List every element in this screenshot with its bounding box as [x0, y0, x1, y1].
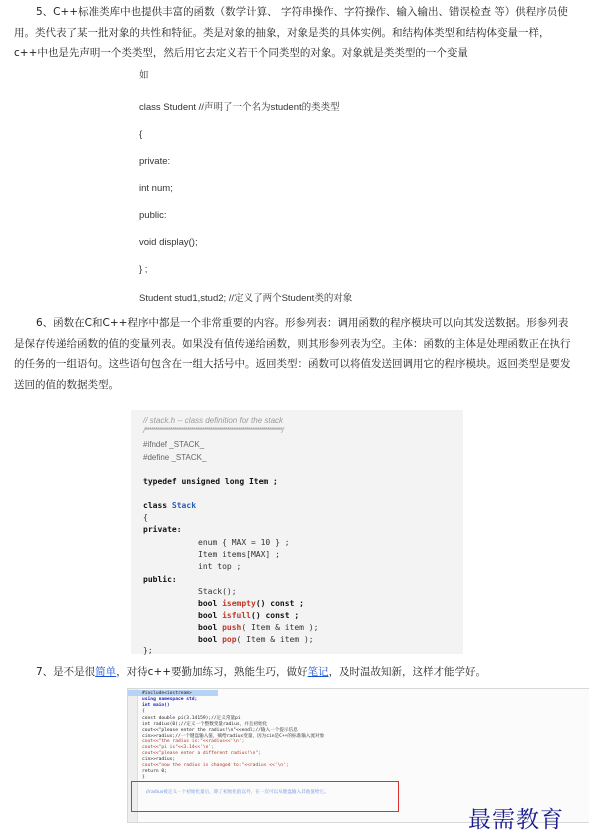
example-line: void display(); — [139, 237, 198, 248]
stack-ifndef: #ifndef _STACK_ — [143, 440, 205, 449]
stack-pop — [198, 635, 314, 644]
stack-open-brace: { — [143, 513, 148, 522]
stack-items: Item items[MAX] ; — [198, 550, 280, 559]
example-line: } ; — [139, 264, 148, 275]
ide-line: return 0; — [142, 769, 167, 774]
type-bool: bool — [198, 599, 218, 608]
p7-text-before: 7、是不是很 — [36, 666, 96, 678]
type-bool: bool — [198, 635, 218, 644]
stack-isfull — [198, 611, 299, 620]
type-bool: bool — [198, 611, 218, 620]
p7-text-middle: ，对待c++要勤加练习，熟能生巧，做好 — [116, 666, 308, 678]
method-args: ( Item & item ); — [236, 635, 314, 644]
type-bool: bool — [198, 623, 218, 632]
p7-text-after: ，及时温故知新，这样才能学好。 — [328, 666, 487, 678]
paragraph-5: 5、C++标准类库中也提供丰富的函数（数学计算、 字符串操作、字符操作、输入输出、错误检查 等）供程序员使用。类代表了某一批对象的共性和特征。类是对象的抽象，对象是类的具体实例。和结构体类型和结构体变量一样，c++中也是先声明一个类类型，然后用它去定义若干个同类型的对象。对象就是类类型的一个变量 — [14, 6, 568, 59]
class-keyword: class — [143, 501, 168, 510]
stack-comment: // stack.h -- class definition for the stack — [143, 416, 284, 425]
class-name: Stack — [171, 501, 197, 510]
example-line: int num; — [139, 183, 173, 194]
method-suffix: () const ; — [255, 599, 304, 608]
example-line: { — [139, 129, 143, 140]
ide-line: using namespace std; — [142, 697, 198, 702]
ide-line: cout<<"please enter a different radius!\n"; — [142, 751, 261, 756]
method-isfull: isfull — [222, 611, 251, 620]
watermark-logo: 最需教育 — [468, 807, 564, 833]
stack-close-brace: }; — [143, 646, 153, 655]
highlight-box — [131, 781, 399, 812]
example-line: 如 — [139, 70, 149, 81]
example-line: public: — [139, 210, 167, 221]
ide-line: cout<<"now the radius is changed to:"<<radius <<'\n'; — [142, 763, 289, 768]
ide-note: //radius被定义一个初始化量后，除了初始化值以外，在一次可以从键盘输入其他值给它。 — [146, 790, 329, 795]
paragraph-7 — [14, 662, 576, 683]
stack-top: int top ; — [198, 562, 242, 571]
ide-line: cin>>radius;//一个键盘输入值，赋给radius变量，因为cin是C++的标准输入流对象 — [142, 734, 325, 739]
stack-public: public: — [143, 575, 177, 584]
stack-define: #define _STACK_ — [143, 453, 207, 462]
example-line: Student stud1,stud2; //定义了两个Student类的对象 — [139, 293, 353, 304]
stack-enum: enum { MAX = 10 } ; — [198, 538, 290, 547]
stack-isempty — [198, 599, 304, 608]
ide-line: cout<<"pi is"<<3.14<<'\n'; — [142, 745, 214, 750]
ide-line: cout<<"please enter the radius!\n"<<endl;//输入一个提示信息 — [142, 728, 298, 733]
method-push: push — [222, 623, 242, 632]
stack-push — [198, 623, 318, 632]
stack-typedef: typedef unsigned long Item ; — [143, 477, 278, 486]
link-notes[interactable]: 笔记 — [307, 666, 329, 678]
stack-class-decl — [143, 501, 196, 510]
example-line: private: — [139, 156, 171, 167]
stack-ctor: Stack(); — [198, 587, 237, 596]
method-isempty: isempty — [222, 599, 256, 608]
ide-line: cout<<"the radius is:"<<radius<<'\n'; — [142, 739, 245, 744]
method-args: ( Item & item ); — [241, 623, 319, 632]
ide-line: } — [142, 775, 145, 780]
method-pop: pop — [222, 635, 237, 644]
link-simple[interactable]: 简单 — [95, 666, 117, 678]
ide-line: { — [142, 709, 145, 714]
ide-line: cin>>radius; — [142, 757, 176, 762]
ide-line: int main() — [142, 703, 170, 708]
example-line: class Student //声明了一个名为student的类类型 — [139, 102, 340, 113]
ide-line: const double pi(3.14159);//定义常量pi — [142, 716, 241, 721]
paragraph-6: 6、函数在C和C++程序中都是一个非常重要的内容。形参列表：调用函数的程序模块可以向其发送数据。形参列表是保存传递给函数的值的变量列表。如果没有值传递给函数，则其形参列表为空。主体：函数的主体是处理函数正在执行的任务的一组语句。这些语句包含在一组大括号中。返回类型：函数可以将值发送回调用它的程序模块。返回类型是要发送回的值的数据类型。 — [14, 317, 571, 391]
method-suffix: () const ; — [251, 611, 300, 620]
stack-code-image — [131, 410, 463, 654]
stack-private: private: — [143, 525, 182, 534]
ide-line: #include<iostream> — [142, 691, 192, 696]
ide-line: int radius(0);//定义一个整数变量radius，并且初始化 — [142, 722, 268, 727]
stack-rule: /*****************************************************************/ — [143, 426, 283, 435]
